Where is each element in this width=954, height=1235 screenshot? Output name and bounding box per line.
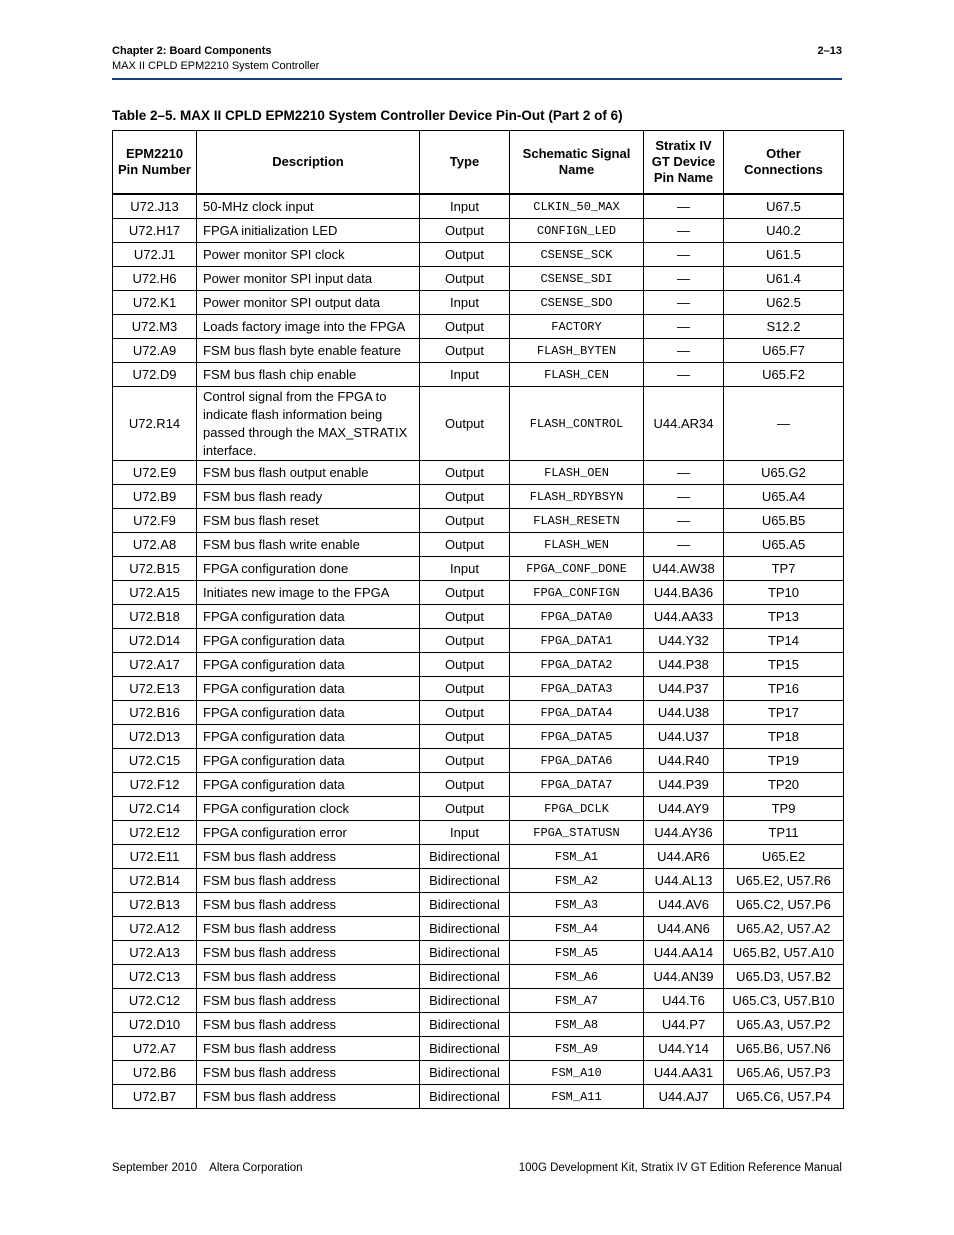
description-cell: Loads factory image into the FPGA bbox=[197, 315, 420, 339]
pin-number-cell: U72.B14 bbox=[113, 869, 197, 893]
device-pin-cell: U44.AL13 bbox=[644, 869, 724, 893]
pin-number-cell: U72.F9 bbox=[113, 509, 197, 533]
description-cell: Power monitor SPI clock bbox=[197, 243, 420, 267]
table-row bbox=[113, 557, 844, 581]
section-title: MAX II CPLD EPM2210 System Controller bbox=[112, 60, 320, 72]
other-connections-cell: U65.A2, U57.A2 bbox=[724, 917, 844, 941]
type-cell: Output bbox=[420, 725, 510, 749]
signal-name-cell: CSENSE_SCK bbox=[510, 243, 644, 267]
type-cell: Output bbox=[420, 629, 510, 653]
device-pin-cell: — bbox=[644, 219, 724, 243]
description-cell: FSM bus flash address bbox=[197, 1085, 420, 1109]
table-row bbox=[113, 629, 844, 653]
other-connections-cell: U62.5 bbox=[724, 291, 844, 315]
description-cell: FSM bus flash address bbox=[197, 845, 420, 869]
description-cell: FPGA configuration clock bbox=[197, 797, 420, 821]
table-row bbox=[113, 315, 844, 339]
signal-name-cell: FSM_A5 bbox=[510, 941, 644, 965]
type-cell: Bidirectional bbox=[420, 1061, 510, 1085]
type-cell: Output bbox=[420, 267, 510, 291]
type-cell: Bidirectional bbox=[420, 1037, 510, 1061]
other-connections-cell: U65.F7 bbox=[724, 339, 844, 363]
description-cell: FSM bus flash address bbox=[197, 1013, 420, 1037]
device-pin-cell: — bbox=[644, 461, 724, 485]
signal-name-cell: FPGA_STATUSN bbox=[510, 821, 644, 845]
description-cell: FSM bus flash address bbox=[197, 893, 420, 917]
pin-number-cell: U72.D10 bbox=[113, 1013, 197, 1037]
pin-number-cell: U72.E11 bbox=[113, 845, 197, 869]
other-connections-cell: U65.E2, U57.R6 bbox=[724, 869, 844, 893]
other-connections-cell: TP19 bbox=[724, 749, 844, 773]
device-pin-cell: — bbox=[644, 194, 724, 219]
description-cell: FSM bus flash address bbox=[197, 1037, 420, 1061]
chapter-title: Chapter 2: Board Components bbox=[112, 45, 272, 57]
device-pin-cell: — bbox=[644, 267, 724, 291]
device-pin-cell: U44.P38 bbox=[644, 653, 724, 677]
type-cell: Bidirectional bbox=[420, 989, 510, 1013]
signal-name-cell: FLASH_WEN bbox=[510, 533, 644, 557]
pin-number-cell: U72.J1 bbox=[113, 243, 197, 267]
col-other-connections-header: Other Connections bbox=[724, 131, 844, 195]
device-pin-cell: U44.AW38 bbox=[644, 557, 724, 581]
description-cell: FSM bus flash write enable bbox=[197, 533, 420, 557]
pin-number-cell: U72.B15 bbox=[113, 557, 197, 581]
other-connections-cell: U65.C2, U57.P6 bbox=[724, 893, 844, 917]
device-pin-cell: U44.Y14 bbox=[644, 1037, 724, 1061]
pin-number-cell: U72.D14 bbox=[113, 629, 197, 653]
device-pin-cell: — bbox=[644, 291, 724, 315]
type-cell: Output bbox=[420, 749, 510, 773]
other-connections-cell: U61.5 bbox=[724, 243, 844, 267]
device-pin-cell: U44.AY9 bbox=[644, 797, 724, 821]
other-connections-cell: U65.B5 bbox=[724, 509, 844, 533]
table-row bbox=[113, 219, 844, 243]
signal-name-cell: FPGA_DCLK bbox=[510, 797, 644, 821]
pin-number-cell: U72.F12 bbox=[113, 773, 197, 797]
type-cell: Bidirectional bbox=[420, 1013, 510, 1037]
table-row bbox=[113, 917, 844, 941]
pin-number-cell: U72.E9 bbox=[113, 461, 197, 485]
pin-number-cell: U72.B18 bbox=[113, 605, 197, 629]
other-connections-cell: U67.5 bbox=[724, 194, 844, 219]
pin-number-cell: U72.C12 bbox=[113, 989, 197, 1013]
device-pin-cell: U44.AN39 bbox=[644, 965, 724, 989]
table-row bbox=[113, 461, 844, 485]
device-pin-cell: U44.AY36 bbox=[644, 821, 724, 845]
device-pin-cell: U44.AR34 bbox=[644, 387, 724, 461]
col-pin-number-header: EPM2210 Pin Number bbox=[113, 131, 197, 195]
description-cell: Initiates new image to the FPGA bbox=[197, 581, 420, 605]
table-row bbox=[113, 701, 844, 725]
table-row bbox=[113, 677, 844, 701]
type-cell: Bidirectional bbox=[420, 893, 510, 917]
signal-name-cell: CONFIGN_LED bbox=[510, 219, 644, 243]
pin-number-cell: U72.H6 bbox=[113, 267, 197, 291]
description-cell: Power monitor SPI output data bbox=[197, 291, 420, 315]
description-cell: Control signal from the FPGA to indicate flash information being passed through the MAX_STRATIX interface. bbox=[197, 387, 420, 461]
device-pin-cell: — bbox=[644, 339, 724, 363]
footer-right: 100G Development Kit, Stratix IV GT Edition Reference Manual bbox=[518, 1162, 842, 1174]
table-row bbox=[113, 821, 844, 845]
description-cell: FSM bus flash address bbox=[197, 1061, 420, 1085]
signal-name-cell: FPGA_DATA6 bbox=[510, 749, 644, 773]
pinout-table bbox=[112, 130, 844, 1109]
type-cell: Output bbox=[420, 461, 510, 485]
table-row bbox=[113, 509, 844, 533]
type-cell: Input bbox=[420, 194, 510, 219]
type-cell: Output bbox=[420, 485, 510, 509]
pin-number-cell: U72.A9 bbox=[113, 339, 197, 363]
table-row bbox=[113, 339, 844, 363]
description-cell: FSM bus flash reset bbox=[197, 509, 420, 533]
type-cell: Output bbox=[420, 315, 510, 339]
device-pin-cell: U44.P7 bbox=[644, 1013, 724, 1037]
description-cell: FSM bus flash address bbox=[197, 965, 420, 989]
description-cell: FPGA configuration data bbox=[197, 749, 420, 773]
table-row bbox=[113, 243, 844, 267]
other-connections-cell: U65.C3, U57.B10 bbox=[724, 989, 844, 1013]
table-row bbox=[113, 533, 844, 557]
type-cell: Output bbox=[420, 581, 510, 605]
table-row bbox=[113, 605, 844, 629]
other-connections-cell: TP16 bbox=[724, 677, 844, 701]
description-cell: FPGA configuration data bbox=[197, 677, 420, 701]
pin-number-cell: U72.A17 bbox=[113, 653, 197, 677]
table-header bbox=[113, 131, 844, 195]
table-row bbox=[113, 1013, 844, 1037]
type-cell: Bidirectional bbox=[420, 869, 510, 893]
signal-name-cell: FSM_A8 bbox=[510, 1013, 644, 1037]
description-cell: FSM bus flash address bbox=[197, 989, 420, 1013]
signal-name-cell: FLASH_CEN bbox=[510, 363, 644, 387]
pin-number-cell: U72.A13 bbox=[113, 941, 197, 965]
type-cell: Input bbox=[420, 821, 510, 845]
device-pin-cell: U44.AA14 bbox=[644, 941, 724, 965]
description-cell: Power monitor SPI input data bbox=[197, 267, 420, 291]
description-cell: FPGA configuration data bbox=[197, 725, 420, 749]
type-cell: Bidirectional bbox=[420, 1085, 510, 1109]
description-cell: FSM bus flash address bbox=[197, 941, 420, 965]
signal-name-cell: FPGA_CONF_DONE bbox=[510, 557, 644, 581]
device-pin-cell: U44.Y32 bbox=[644, 629, 724, 653]
type-cell: Bidirectional bbox=[420, 845, 510, 869]
device-pin-cell: U44.P39 bbox=[644, 773, 724, 797]
other-connections-cell: U65.G2 bbox=[724, 461, 844, 485]
description-cell: FSM bus flash address bbox=[197, 869, 420, 893]
signal-name-cell: FSM_A6 bbox=[510, 965, 644, 989]
table-row bbox=[113, 749, 844, 773]
table-row bbox=[113, 387, 844, 461]
description-cell: FPGA configuration done bbox=[197, 557, 420, 581]
signal-name-cell: FSM_A2 bbox=[510, 869, 644, 893]
page-header bbox=[112, 44, 842, 74]
other-connections-cell: TP18 bbox=[724, 725, 844, 749]
signal-name-cell: FSM_A9 bbox=[510, 1037, 644, 1061]
other-connections-cell: U65.B6, U57.N6 bbox=[724, 1037, 844, 1061]
signal-name-cell: FSM_A1 bbox=[510, 845, 644, 869]
pin-number-cell: U72.A15 bbox=[113, 581, 197, 605]
device-pin-cell: — bbox=[644, 315, 724, 339]
type-cell: Output bbox=[420, 701, 510, 725]
signal-name-cell: FLASH_OEN bbox=[510, 461, 644, 485]
pin-number-cell: U72.M3 bbox=[113, 315, 197, 339]
pin-number-cell: U72.A8 bbox=[113, 533, 197, 557]
other-connections-cell: TP10 bbox=[724, 581, 844, 605]
description-cell: FPGA configuration data bbox=[197, 653, 420, 677]
signal-name-cell: FPGA_DATA7 bbox=[510, 773, 644, 797]
pin-number-cell: U72.A7 bbox=[113, 1037, 197, 1061]
type-cell: Input bbox=[420, 557, 510, 581]
table-row bbox=[113, 1085, 844, 1109]
type-cell: Output bbox=[420, 605, 510, 629]
other-connections-cell: TP9 bbox=[724, 797, 844, 821]
device-pin-cell: — bbox=[644, 485, 724, 509]
table-row bbox=[113, 363, 844, 387]
table-row bbox=[113, 194, 844, 219]
pin-number-cell: U72.E13 bbox=[113, 677, 197, 701]
type-cell: Output bbox=[420, 387, 510, 461]
other-connections-cell: TP13 bbox=[724, 605, 844, 629]
signal-name-cell: CSENSE_SDI bbox=[510, 267, 644, 291]
table-row bbox=[113, 965, 844, 989]
signal-name-cell: FPGA_DATA1 bbox=[510, 629, 644, 653]
description-cell: FPGA configuration data bbox=[197, 773, 420, 797]
signal-name-cell: FACTORY bbox=[510, 315, 644, 339]
device-pin-cell: U44.U38 bbox=[644, 701, 724, 725]
other-connections-cell: U65.A4 bbox=[724, 485, 844, 509]
table-row bbox=[113, 869, 844, 893]
other-connections-cell: TP15 bbox=[724, 653, 844, 677]
pin-number-cell: U72.C15 bbox=[113, 749, 197, 773]
type-cell: Output bbox=[420, 797, 510, 821]
pin-number-cell: U72.C13 bbox=[113, 965, 197, 989]
other-connections-cell: TP20 bbox=[724, 773, 844, 797]
device-pin-cell: — bbox=[644, 533, 724, 557]
other-connections-cell: U65.A3, U57.P2 bbox=[724, 1013, 844, 1037]
type-cell: Bidirectional bbox=[420, 941, 510, 965]
signal-name-cell: FPGA_DATA3 bbox=[510, 677, 644, 701]
table-row bbox=[113, 725, 844, 749]
pin-number-cell: U72.B9 bbox=[113, 485, 197, 509]
description-cell: FPGA initialization LED bbox=[197, 219, 420, 243]
type-cell: Input bbox=[420, 363, 510, 387]
description-cell: FPGA configuration data bbox=[197, 629, 420, 653]
type-cell: Output bbox=[420, 773, 510, 797]
table-row bbox=[113, 893, 844, 917]
type-cell: Output bbox=[420, 509, 510, 533]
other-connections-cell: TP7 bbox=[724, 557, 844, 581]
description-cell: FSM bus flash ready bbox=[197, 485, 420, 509]
signal-name-cell: CLKIN_50_MAX bbox=[510, 194, 644, 219]
signal-name-cell: FSM_A3 bbox=[510, 893, 644, 917]
other-connections-cell: U65.C6, U57.P4 bbox=[724, 1085, 844, 1109]
signal-name-cell: FLASH_RDYBSYN bbox=[510, 485, 644, 509]
other-connections-cell: U65.F2 bbox=[724, 363, 844, 387]
signal-name-cell: FPGA_DATA0 bbox=[510, 605, 644, 629]
other-connections-cell: U61.4 bbox=[724, 267, 844, 291]
signal-name-cell: FSM_A11 bbox=[510, 1085, 644, 1109]
page-number: 2–13 bbox=[817, 45, 842, 57]
pin-number-cell: U72.D13 bbox=[113, 725, 197, 749]
type-cell: Output bbox=[420, 219, 510, 243]
device-pin-cell: U44.BA36 bbox=[644, 581, 724, 605]
device-pin-cell: U44.T6 bbox=[644, 989, 724, 1013]
device-pin-cell: — bbox=[644, 363, 724, 387]
other-connections-cell: TP17 bbox=[724, 701, 844, 725]
pin-number-cell: U72.B13 bbox=[113, 893, 197, 917]
table-body bbox=[113, 194, 844, 1109]
table-row bbox=[113, 581, 844, 605]
type-cell: Output bbox=[420, 339, 510, 363]
header-rule bbox=[112, 78, 842, 80]
pin-number-cell: U72.H17 bbox=[113, 219, 197, 243]
device-pin-cell: U44.AA31 bbox=[644, 1061, 724, 1085]
table-row bbox=[113, 1037, 844, 1061]
other-connections-cell: U65.A6, U57.P3 bbox=[724, 1061, 844, 1085]
signal-name-cell: CSENSE_SDO bbox=[510, 291, 644, 315]
signal-name-cell: FPGA_DATA4 bbox=[510, 701, 644, 725]
col-device-pin-header: Stratix IV GT Device Pin Name bbox=[644, 131, 724, 195]
signal-name-cell: FSM_A7 bbox=[510, 989, 644, 1013]
type-cell: Output bbox=[420, 677, 510, 701]
signal-name-cell: FPGA_DATA5 bbox=[510, 725, 644, 749]
device-pin-cell: — bbox=[644, 509, 724, 533]
type-cell: Output bbox=[420, 653, 510, 677]
other-connections-cell: U65.D3, U57.B2 bbox=[724, 965, 844, 989]
description-cell: 50-MHz clock input bbox=[197, 194, 420, 219]
device-pin-cell: U44.AV6 bbox=[644, 893, 724, 917]
other-connections-cell: TP11 bbox=[724, 821, 844, 845]
signal-name-cell: FSM_A4 bbox=[510, 917, 644, 941]
pin-number-cell: U72.B7 bbox=[113, 1085, 197, 1109]
type-cell: Bidirectional bbox=[420, 917, 510, 941]
table-row bbox=[113, 1061, 844, 1085]
other-connections-cell: U65.E2 bbox=[724, 845, 844, 869]
table-row bbox=[113, 291, 844, 315]
pin-number-cell: U72.K1 bbox=[113, 291, 197, 315]
table-row bbox=[113, 267, 844, 291]
pin-number-cell: U72.B6 bbox=[113, 1061, 197, 1085]
pin-number-cell: U72.B16 bbox=[113, 701, 197, 725]
description-cell: FSM bus flash chip enable bbox=[197, 363, 420, 387]
device-pin-cell: — bbox=[644, 243, 724, 267]
table-row bbox=[113, 797, 844, 821]
device-pin-cell: U44.R40 bbox=[644, 749, 724, 773]
device-pin-cell: U44.U37 bbox=[644, 725, 724, 749]
device-pin-cell: U44.AJ7 bbox=[644, 1085, 724, 1109]
description-cell: FPGA configuration data bbox=[197, 605, 420, 629]
pin-number-cell: U72.E12 bbox=[113, 821, 197, 845]
table-caption: Table 2–5. MAX II CPLD EPM2210 System Controller Device Pin-Out (Part 2 of 6) bbox=[112, 108, 623, 123]
footer-left: September 2010 Altera Corporation bbox=[112, 1162, 303, 1174]
table-row bbox=[113, 773, 844, 797]
other-connections-cell: U65.B2, U57.A10 bbox=[724, 941, 844, 965]
type-cell: Output bbox=[420, 533, 510, 557]
description-cell: FSM bus flash address bbox=[197, 917, 420, 941]
signal-name-cell: FPGA_DATA2 bbox=[510, 653, 644, 677]
signal-name-cell: FLASH_CONTROL bbox=[510, 387, 644, 461]
device-pin-cell: U44.AA33 bbox=[644, 605, 724, 629]
table-row bbox=[113, 845, 844, 869]
other-connections-cell: U65.A5 bbox=[724, 533, 844, 557]
signal-name-cell: FLASH_BYTEN bbox=[510, 339, 644, 363]
pin-number-cell: U72.D9 bbox=[113, 363, 197, 387]
col-signal-name-header: Schematic Signal Name bbox=[510, 131, 644, 195]
device-pin-cell: U44.P37 bbox=[644, 677, 724, 701]
signal-name-cell: FLASH_RESETN bbox=[510, 509, 644, 533]
table-row bbox=[113, 653, 844, 677]
type-cell: Bidirectional bbox=[420, 965, 510, 989]
pin-number-cell: U72.R14 bbox=[113, 387, 197, 461]
description-cell: FSM bus flash byte enable feature bbox=[197, 339, 420, 363]
other-connections-cell: U40.2 bbox=[724, 219, 844, 243]
table-row bbox=[113, 989, 844, 1013]
signal-name-cell: FPGA_CONFIGN bbox=[510, 581, 644, 605]
device-pin-cell: U44.AR6 bbox=[644, 845, 724, 869]
table-row bbox=[113, 941, 844, 965]
pin-number-cell: U72.C14 bbox=[113, 797, 197, 821]
other-connections-cell: — bbox=[724, 387, 844, 461]
pin-number-cell: U72.J13 bbox=[113, 194, 197, 219]
other-connections-cell: TP14 bbox=[724, 629, 844, 653]
table-row bbox=[113, 485, 844, 509]
type-cell: Input bbox=[420, 291, 510, 315]
pin-number-cell: U72.A12 bbox=[113, 917, 197, 941]
description-cell: FPGA configuration data bbox=[197, 701, 420, 725]
signal-name-cell: FSM_A10 bbox=[510, 1061, 644, 1085]
col-description-header: Description bbox=[197, 131, 420, 195]
col-type-header: Type bbox=[420, 131, 510, 195]
type-cell: Output bbox=[420, 243, 510, 267]
description-cell: FPGA configuration error bbox=[197, 821, 420, 845]
description-cell: FSM bus flash output enable bbox=[197, 461, 420, 485]
device-pin-cell: U44.AN6 bbox=[644, 917, 724, 941]
other-connections-cell: S12.2 bbox=[724, 315, 844, 339]
